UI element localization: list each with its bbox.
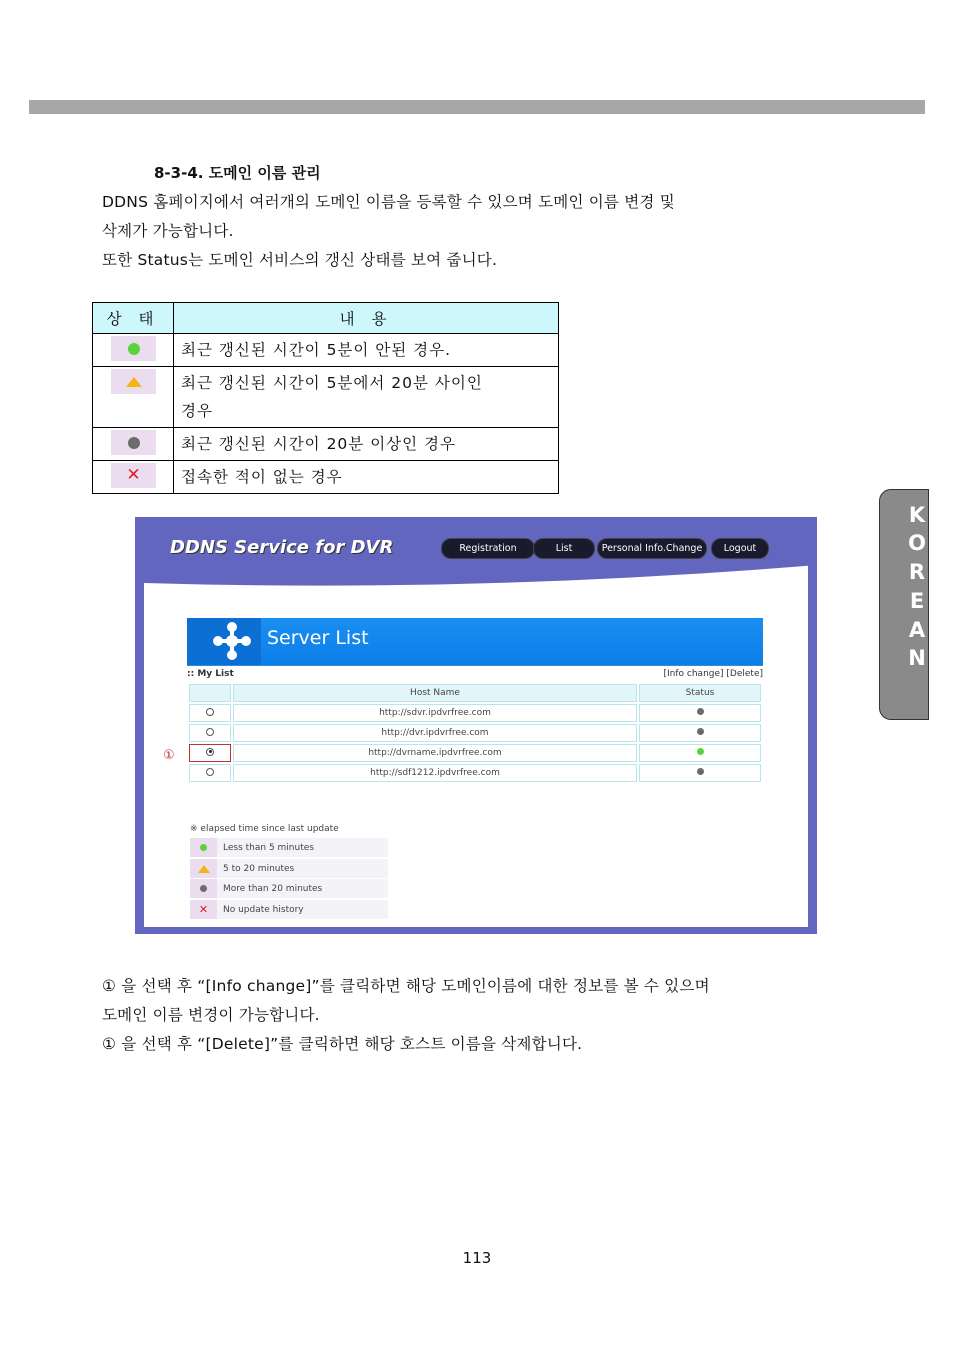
nav-logout-button[interactable]: Logout	[711, 538, 769, 559]
table-row	[189, 724, 761, 742]
orange-triangle-icon	[126, 377, 142, 387]
red-x-icon: ✕	[198, 903, 209, 916]
server-list-title: Server List	[267, 627, 369, 649]
row-radio[interactable]	[206, 708, 214, 716]
gray-dot-icon	[128, 437, 140, 449]
col-host-name: Host Name	[233, 684, 637, 702]
side-letter: N	[908, 646, 926, 670]
host-name: http://dvrname.ipdvrfree.com	[233, 744, 637, 762]
note-line-1: ① 을 선택 후 “[Info change]”를 클릭하면 해당 도메인이름에 대한 정보를 볼 수 있으며	[102, 977, 710, 995]
nav-list-button[interactable]: List	[533, 538, 595, 559]
status-legend-table	[92, 302, 559, 494]
status-desc: 최근 갱신된 시간이 20분 이상인 경우	[174, 428, 559, 461]
site-title: DDNS Service for DVR	[170, 537, 394, 558]
gray-dot-icon	[697, 768, 704, 775]
header-status: 상 태	[93, 303, 174, 334]
legend-note: ※ elapsed time since last update	[190, 824, 339, 834]
host-name: http://dvr.ipdvrfree.com	[233, 724, 637, 742]
ddns-screenshot	[135, 517, 817, 934]
network-icon	[211, 620, 253, 662]
legend-item: More than 20 minutes	[190, 879, 388, 898]
host-name: http://sdvr.ipdvrfree.com	[233, 704, 637, 722]
side-letter: R	[908, 560, 926, 584]
orange-triangle-icon	[198, 865, 210, 873]
green-dot-icon	[200, 844, 207, 851]
host-name: http://sdf1212.ipdvrfree.com	[233, 764, 637, 782]
table-row	[189, 704, 761, 722]
server-table	[187, 682, 763, 784]
note-line-3: ① 을 선택 후 “[Delete]”를 클릭하면 해당 호스트 이름을 삭제합니다.	[102, 1035, 583, 1053]
table-row	[189, 744, 761, 762]
intro-line-1: DDNS 홈페이지에서 여러개의 도메인 이름을 등록할 수 있으며 도메인 이름 변경 및	[102, 193, 675, 211]
row-radio-selected[interactable]	[206, 748, 214, 756]
green-dot-icon	[697, 748, 704, 755]
nav-registration-button[interactable]: Registration	[441, 538, 535, 559]
header-content: 내 용	[174, 303, 559, 334]
side-letter: E	[909, 589, 925, 613]
row-radio[interactable]	[206, 768, 214, 776]
side-letter: K	[908, 503, 926, 527]
page-number: 113	[462, 1249, 492, 1267]
nav-personal-info-button[interactable]: Personal Info.Change	[597, 538, 707, 559]
gray-dot-icon	[697, 728, 704, 735]
status-desc: 최근 갱신된 시간이 5분이 안된 경우.	[174, 334, 559, 367]
my-list-label: :: My List	[187, 669, 234, 679]
intro-line-2: 삭제가 가능합니다.	[102, 222, 234, 240]
gray-dot-icon	[697, 708, 704, 715]
legend-item: Less than 5 minutes	[190, 838, 388, 857]
selection-marker: ①	[163, 748, 175, 763]
row-radio[interactable]	[206, 728, 214, 736]
legend-item: 5 to 20 minutes	[190, 859, 388, 878]
table-row	[189, 764, 761, 782]
red-x-icon: ✕	[126, 465, 141, 485]
status-desc-cont: 경우	[181, 402, 213, 420]
status-desc: 최근 갱신된 시간이 5분에서 20분 사이인	[181, 374, 483, 392]
note-line-2: 도메인 이름 변경이 가능합니다.	[102, 1006, 320, 1024]
legend-item: ✕ No update history	[190, 900, 388, 919]
side-letter: O	[908, 531, 926, 555]
intro-line-3: 또한 Status는 도메인 서비스의 갱신 상태를 보여 줍니다.	[102, 251, 498, 269]
top-divider-bar	[29, 100, 925, 114]
green-dot-icon	[128, 343, 140, 355]
gray-dot-icon	[200, 885, 207, 892]
status-desc: 접속한 적이 없는 경우	[174, 461, 559, 494]
side-letter: A	[908, 618, 926, 642]
section-title: 8-3-4. 도메인 이름 관리	[154, 164, 321, 182]
col-status: Status	[639, 684, 761, 702]
action-links[interactable]: [Info change] [Delete]	[663, 669, 763, 679]
